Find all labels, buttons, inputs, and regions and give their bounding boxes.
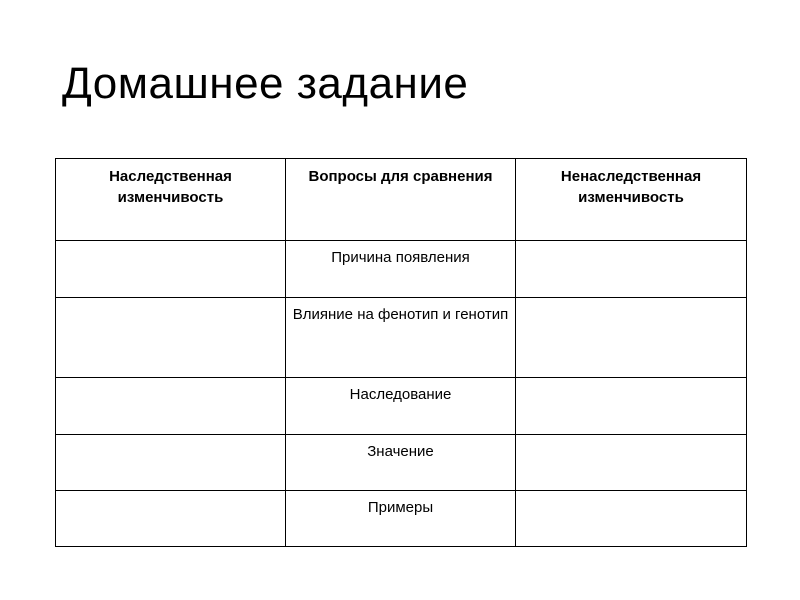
comparison-table <box>55 158 747 547</box>
cell-question: Примеры <box>286 491 516 547</box>
cell-question: Причина появления <box>286 241 516 298</box>
header-hereditary-variability: Наследственная изменчивость <box>56 159 286 241</box>
table-header-row <box>56 159 747 241</box>
cell-question: Наследование <box>286 378 516 435</box>
cell-hereditary[interactable] <box>56 435 286 491</box>
table-row <box>56 491 747 547</box>
cell-question: Влияние на фенотип и генотип <box>286 298 516 378</box>
header-comparison-questions: Вопросы для сравнения <box>286 159 516 241</box>
cell-non-hereditary[interactable] <box>516 241 747 298</box>
cell-non-hereditary[interactable] <box>516 298 747 378</box>
table-row <box>56 241 747 298</box>
cell-non-hereditary[interactable] <box>516 491 747 547</box>
cell-non-hereditary[interactable] <box>516 378 747 435</box>
page-title: Домашнее задание <box>62 59 469 108</box>
cell-hereditary[interactable] <box>56 378 286 435</box>
cell-non-hereditary[interactable] <box>516 435 747 491</box>
cell-hereditary[interactable] <box>56 241 286 298</box>
cell-question: Значение <box>286 435 516 491</box>
table-row <box>56 378 747 435</box>
table-row <box>56 435 747 491</box>
table-row <box>56 298 747 378</box>
header-non-hereditary-variability: Ненаследственная изменчивость <box>516 159 747 241</box>
cell-hereditary[interactable] <box>56 298 286 378</box>
cell-hereditary[interactable] <box>56 491 286 547</box>
